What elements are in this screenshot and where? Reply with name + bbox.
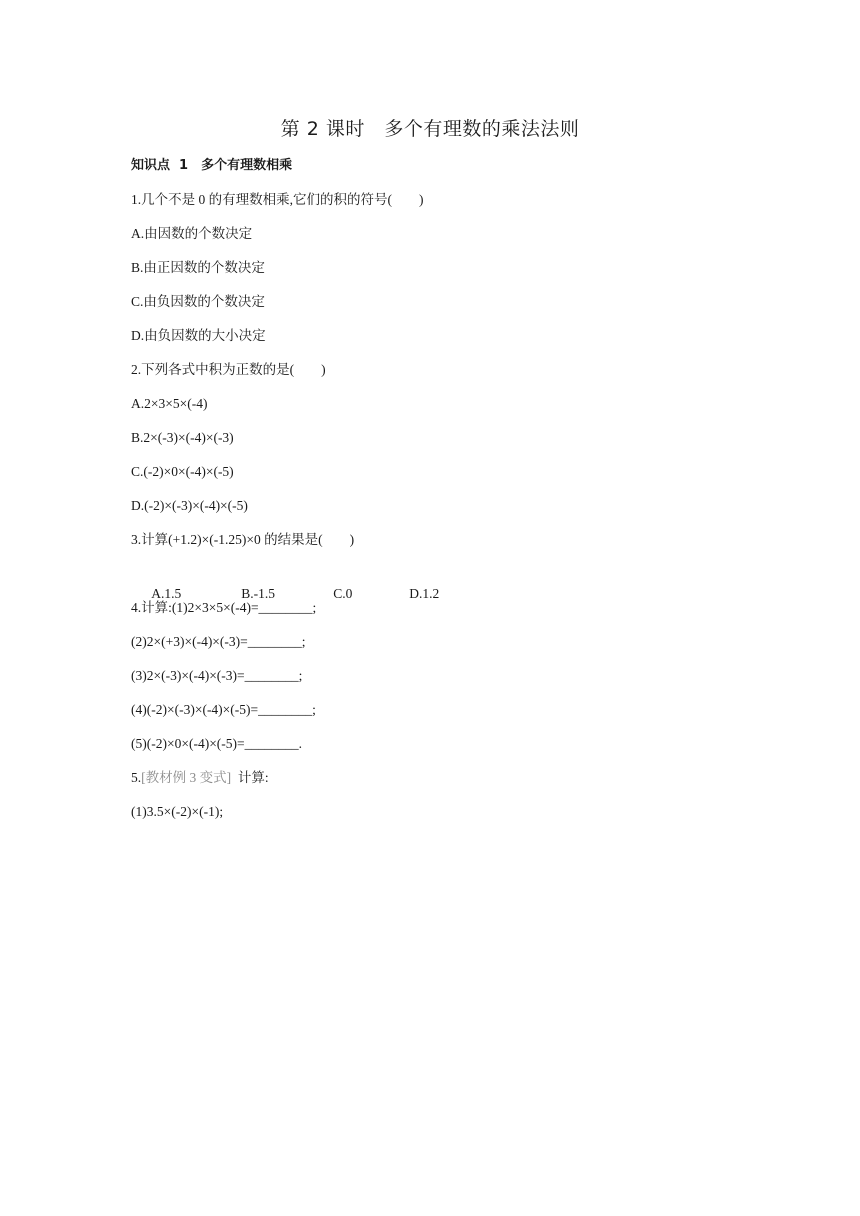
q1-option-d: D.由负因数的大小决定: [131, 328, 266, 343]
q2-option-d: D.(-2)×(-3)×(-4)×(-5): [131, 498, 248, 513]
q5-stem: [131, 768, 771, 802]
q3-option-d: D.1.2: [409, 586, 440, 601]
page-title: 第 2 课时 多个有理数的乘法法则: [280, 118, 580, 140]
q5-number: 5.: [131, 770, 142, 785]
q3-option-c: C.0: [333, 586, 353, 601]
q3-option-a: A.1.5: [151, 586, 182, 601]
q4-line-5: (5)(-2)×0×(-4)×(-5)=________.: [131, 736, 303, 751]
q4-line-4: (4)(-2)×(-3)×(-4)×(-5)=________;: [131, 702, 316, 717]
q4-line-2: (2)2×(+3)×(-4)×(-3)=________;: [131, 634, 306, 649]
q3-options: [131, 564, 771, 601]
q1-option-a: A.由因数的个数决定: [131, 226, 253, 241]
section-heading: 知识点 1 多个有理数相乘: [131, 158, 293, 173]
q2-option-a: A.2×3×5×(-4): [131, 396, 208, 411]
q1-option-b: B.由正因数的个数决定: [131, 260, 265, 275]
q2-option-c: C.(-2)×0×(-4)×(-5): [131, 464, 234, 479]
q3-stem: 3.计算(+1.2)×(-1.25)×0 的结果是( ): [131, 532, 355, 547]
question-body: [131, 156, 771, 836]
q5-instruction: 计算:: [231, 770, 269, 785]
q4-line-1: 4.计算:(1)2×3×5×(-4)=________;: [131, 600, 317, 615]
q3-option-b: B.-1.5: [241, 586, 275, 601]
q2-stem: 2.下列各式中积为正数的是( ): [131, 362, 326, 377]
q5-sub-1: (1)3.5×(-2)×(-1);: [131, 804, 224, 819]
q1-option-c: C.由负因数的个数决定: [131, 294, 265, 309]
q2-option-b: B.2×(-3)×(-4)×(-3): [131, 430, 234, 445]
q5-source-tag: [教材例 3 变式]: [141, 770, 232, 785]
q4-line-3: (3)2×(-3)×(-4)×(-3)=________;: [131, 668, 303, 683]
q1-stem: 1.几个不是 0 的有理数相乘,它们的积的符号( ): [131, 192, 424, 207]
